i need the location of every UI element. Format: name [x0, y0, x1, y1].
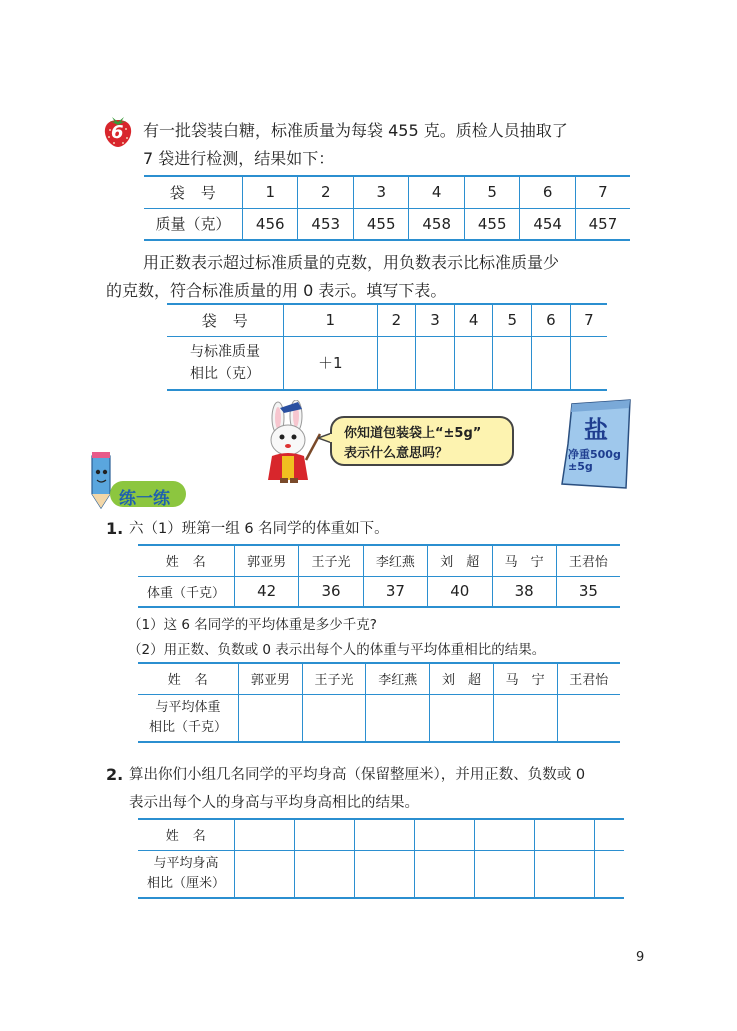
name-cell[interactable] — [235, 819, 295, 850]
row-label-name: 姓 名 — [138, 663, 239, 694]
row-label-diff — [167, 336, 284, 390]
problem-text-line1: 有一批袋装白糖，标准质量为每袋 455 克。质检人员抽取了 — [143, 121, 568, 140]
weight-cell: 40 — [428, 576, 492, 607]
q2-line1: 算出你们小组几名同学的平均身高（保留整厘米），并用正数、负数或 0 — [129, 767, 586, 783]
mass-cell: 455 — [353, 208, 408, 240]
diff-cell[interactable]: ＋1 — [284, 336, 378, 390]
answer-cell[interactable] — [474, 850, 534, 898]
strawberry-number-icon — [102, 114, 134, 148]
bag-cell: 3 — [416, 304, 455, 336]
answer-cell[interactable] — [366, 694, 430, 742]
answer-cell[interactable] — [294, 850, 354, 898]
name-cell: 郭亚男 — [239, 663, 303, 694]
answer-cell[interactable] — [430, 694, 494, 742]
weight-diff-table — [138, 662, 620, 743]
name-cell: 王君怡 — [557, 663, 620, 694]
salt-net-weight: 净重500g — [568, 448, 621, 461]
q2-line2: 表示出每个人的身高与平均身高相比的结果。 — [129, 795, 419, 811]
q1-number: 1. — [106, 519, 124, 538]
diff-cell[interactable] — [493, 336, 532, 390]
diff-cell[interactable] — [532, 336, 571, 390]
weight-cell: 35 — [556, 576, 620, 607]
bag-cell: 1 — [243, 176, 298, 208]
bag-cell: 1 — [284, 304, 378, 336]
instruction-line2: 的克数，符合标准质量的用 0 表示。填写下表。 — [106, 281, 447, 300]
q2-number: 2. — [106, 765, 124, 784]
diff-cell[interactable] — [416, 336, 455, 390]
name-cell: 李红燕 — [366, 663, 430, 694]
problem-text-line2: 7 袋进行检测，结果如下： — [143, 149, 335, 168]
weight-cell: 36 — [299, 576, 363, 607]
name-cell: 刘 超 — [430, 663, 494, 694]
row-label-cmp-line1: 与平均体重 — [155, 699, 221, 715]
answer-cell[interactable] — [594, 850, 624, 898]
speech-line1: 你知道包装袋上“±5g” — [344, 426, 482, 441]
mass-cell: 456 — [243, 208, 298, 240]
answer-cell[interactable] — [239, 694, 303, 742]
diff-cell[interactable] — [570, 336, 607, 390]
mass-cell: 454 — [520, 208, 575, 240]
name-cell: 李红燕 — [363, 545, 427, 576]
speech-bubble-tail — [318, 430, 332, 444]
practice-badge — [110, 481, 186, 507]
weight-cell: 37 — [363, 576, 427, 607]
bag-cell: 5 — [493, 304, 532, 336]
name-cell: 郭亚男 — [235, 545, 299, 576]
row-label-cmp — [138, 694, 239, 742]
row-label-cmp — [138, 850, 235, 898]
salt-tolerance: ±5g — [568, 460, 593, 473]
name-cell: 马 宁 — [493, 663, 557, 694]
mass-cell: 458 — [409, 208, 464, 240]
name-cell: 马 宁 — [492, 545, 556, 576]
answer-cell[interactable] — [235, 850, 295, 898]
speech-line2: 表示什么意思吗？ — [344, 446, 449, 461]
row-label-bag: 袋 号 — [167, 304, 284, 336]
page-number: 9 — [636, 950, 645, 965]
row-label-bag: 袋 号 — [144, 176, 243, 208]
answer-cell[interactable] — [414, 850, 474, 898]
bag-cell: 6 — [532, 304, 571, 336]
mass-cell: 453 — [298, 208, 353, 240]
instruction-line1: 用正数表示超过标准质量的克数，用负数表示比标准质量少 — [143, 253, 560, 272]
bag-cell: 4 — [409, 176, 464, 208]
weight-table — [138, 544, 620, 608]
name-cell: 王子光 — [302, 663, 366, 694]
bag-cell: 2 — [298, 176, 353, 208]
mass-cell: 455 — [464, 208, 519, 240]
bag-diff-table — [167, 303, 607, 391]
answer-cell[interactable] — [557, 694, 620, 742]
name-cell: 王子光 — [299, 545, 363, 576]
row-label-cmp-line2: 相比（千克） — [148, 719, 227, 735]
answer-cell[interactable] — [493, 694, 557, 742]
name-cell[interactable] — [534, 819, 594, 850]
name-cell[interactable] — [294, 819, 354, 850]
q1-sub2: （2）用正数、负数或 0 表示出每个人的体重与平均体重相比的结果。 — [128, 642, 546, 658]
bag-cell: 2 — [377, 304, 416, 336]
diff-cell[interactable] — [454, 336, 493, 390]
diff-cell[interactable] — [377, 336, 416, 390]
bag-cell: 7 — [575, 176, 630, 208]
salt-bag-illustration — [558, 398, 636, 490]
weight-cell: 42 — [235, 576, 299, 607]
bag-cell: 4 — [454, 304, 493, 336]
row-label-weight: 体重（千克） — [138, 576, 235, 607]
bag-cell: 5 — [464, 176, 519, 208]
bag-mass-table — [144, 175, 630, 241]
answer-cell[interactable] — [302, 694, 366, 742]
name-cell[interactable] — [594, 819, 624, 850]
answer-cell[interactable] — [534, 850, 594, 898]
weight-cell: 38 — [492, 576, 556, 607]
q1-text: 六（1）班第一组 6 名同学的体重如下。 — [129, 521, 389, 537]
name-cell: 王君怡 — [556, 545, 620, 576]
practice-title: 练一练 — [119, 489, 170, 509]
row-label-diff-line1: 与标准质量 — [190, 343, 260, 360]
row-label-name: 姓 名 — [138, 545, 235, 576]
problem-number: 6 — [111, 122, 124, 143]
name-cell: 刘 超 — [428, 545, 492, 576]
answer-cell[interactable] — [354, 850, 414, 898]
salt-char: 盐 — [584, 416, 608, 444]
height-diff-table — [138, 818, 624, 899]
bag-cell: 7 — [570, 304, 607, 336]
row-label-mass: 质量（克） — [144, 208, 243, 240]
row-label-cmp-line1: 与平均身高 — [153, 855, 219, 871]
row-label-cmp-line2: 相比（厘米） — [146, 875, 225, 891]
row-label-diff-line2: 相比（克） — [190, 365, 260, 382]
mass-cell: 457 — [575, 208, 630, 240]
speech-bubble — [330, 416, 514, 466]
name-cell[interactable] — [354, 819, 414, 850]
bag-cell: 6 — [520, 176, 575, 208]
name-cell[interactable] — [474, 819, 534, 850]
bag-cell: 3 — [353, 176, 408, 208]
name-cell[interactable] — [414, 819, 474, 850]
q1-sub1: （1）这 6 名同学的平均体重是多少千克? — [128, 617, 377, 633]
row-label-name: 姓 名 — [138, 819, 235, 850]
